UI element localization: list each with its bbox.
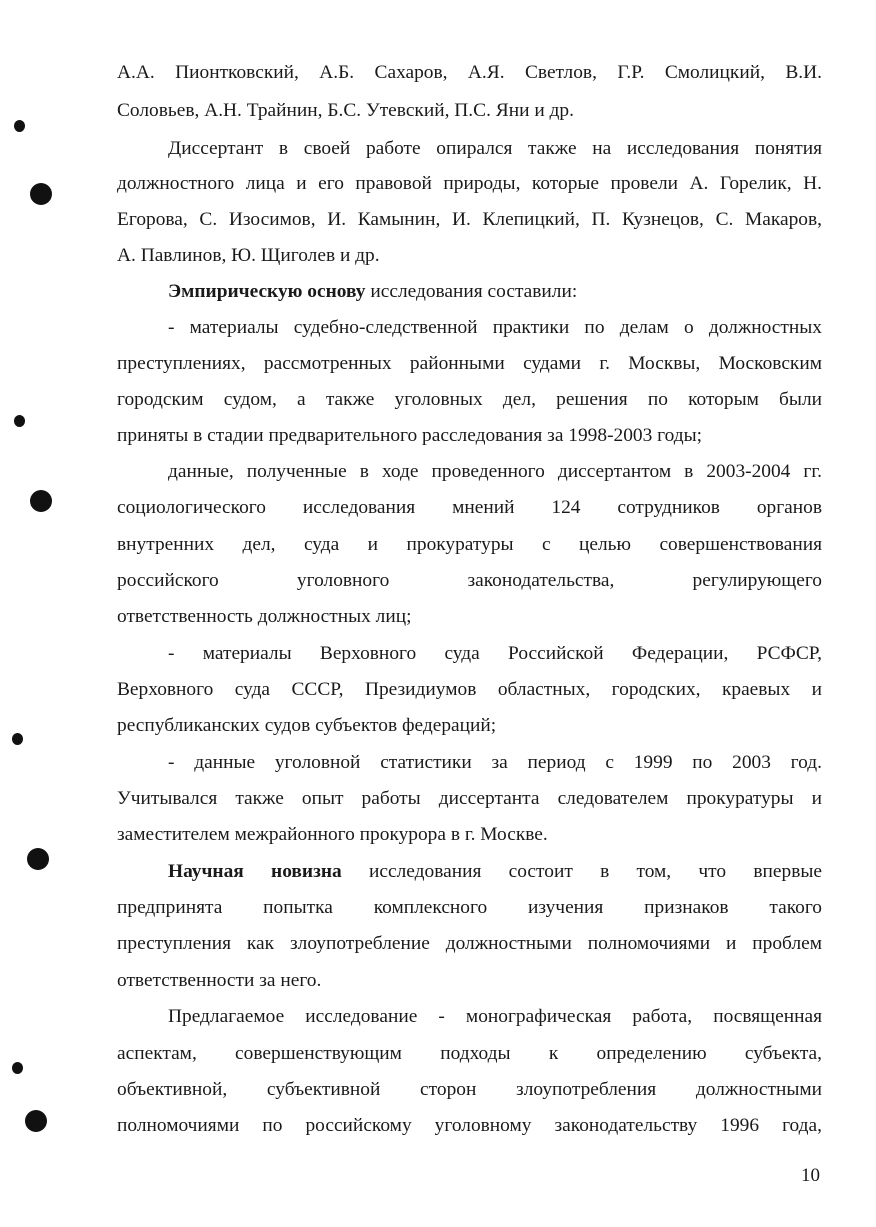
text-line: Верховного суда СССР, Президиумов областных, городских, краевых и (117, 679, 822, 700)
punch-hole (25, 1110, 47, 1132)
text-line: Диссертант в своей работе опирался также на исследования понятия (168, 138, 822, 159)
text-span: исследования составили: (365, 281, 578, 302)
text-line: городским судом, а также уголовных дел, решения по которым были (117, 389, 822, 410)
text-line: российского уголовного законодательства, регулирующего (117, 570, 822, 591)
text-line: полномочиями по российскому уголовному законодательству 1996 года, (117, 1115, 822, 1136)
text-line (168, 857, 822, 887)
text-line: данные, полученные в ходе проведенного диссертантом в 2003-2004 гг. (168, 461, 822, 482)
punch-hole (30, 490, 52, 512)
punch-hole (14, 415, 25, 427)
text-span: исследования состоит в том, что впервые (341, 861, 822, 882)
bold-term: Эмпирическую основу (168, 281, 366, 302)
bold-term: Научная новизна (168, 861, 342, 882)
text-line: Учитывался также опыт работы диссертанта следователем прокуратуры и (117, 788, 822, 809)
punch-hole (27, 848, 49, 870)
text-line: предпринята попытка комплексного изучения признаков такого (117, 897, 822, 918)
text-line: - материалы Верховного суда Российской Федерации, РСФСР, (168, 643, 822, 664)
text-line: ответственность должностных лиц; (117, 606, 412, 627)
page-number: 10 (801, 1165, 820, 1186)
text-line: А. Павлинов, Ю. Щиголев и др. (117, 245, 380, 266)
text-line: А.А. Пионтковский, А.Б. Сахаров, А.Я. Светлов, Г.Р. Смолицкий, В.И. (117, 62, 822, 83)
text-line: аспектам, совершенствующим подходы к определению субъекта, (117, 1043, 822, 1064)
text-line (168, 277, 822, 307)
text-line: внутренних дел, суда и прокуратуры с целью совершенствования (117, 534, 822, 555)
text-line: Предлагаемое исследование - монографическая работа, посвященная (168, 1006, 822, 1027)
punch-hole (12, 1062, 23, 1074)
text-line: - данные уголовной статистики за период с 1999 по 2003 год. (168, 752, 822, 773)
text-line: социологического исследования мнений 124 сотрудников органов (117, 497, 822, 518)
text-line: должностного лица и его правовой природы, которые провели А. Горелик, Н. (117, 173, 822, 194)
text-line: - материалы судебно-следственной практики по делам о должностных (168, 317, 822, 338)
text-line: ответственности за него. (117, 970, 322, 991)
punch-hole (12, 733, 23, 745)
text-line: республиканских судов субъектов федераций; (117, 715, 497, 736)
punch-hole (14, 120, 25, 132)
text-line: преступления как злоупотребление должностными полномочиями и проблем (117, 933, 822, 954)
text-line: Соловьев, А.Н. Трайнин, Б.С. Утевский, П.С. Яни и др. (117, 100, 574, 121)
text-line: объективной, субъективной сторон злоупотребления должностными (117, 1079, 822, 1100)
text-line: преступлениях, рассмотренных районными судами г. Москвы, Московским (117, 353, 822, 374)
text-line: заместителем межрайонного прокурора в г. Москве. (117, 824, 548, 845)
text-line: приняты в стадии предварительного расследования за 1998-2003 годы; (117, 425, 703, 446)
text-line: Егорова, С. Изосимов, И. Камынин, И. Клепицкий, П. Кузнецов, С. Макаров, (117, 209, 822, 230)
punch-hole (30, 183, 52, 205)
